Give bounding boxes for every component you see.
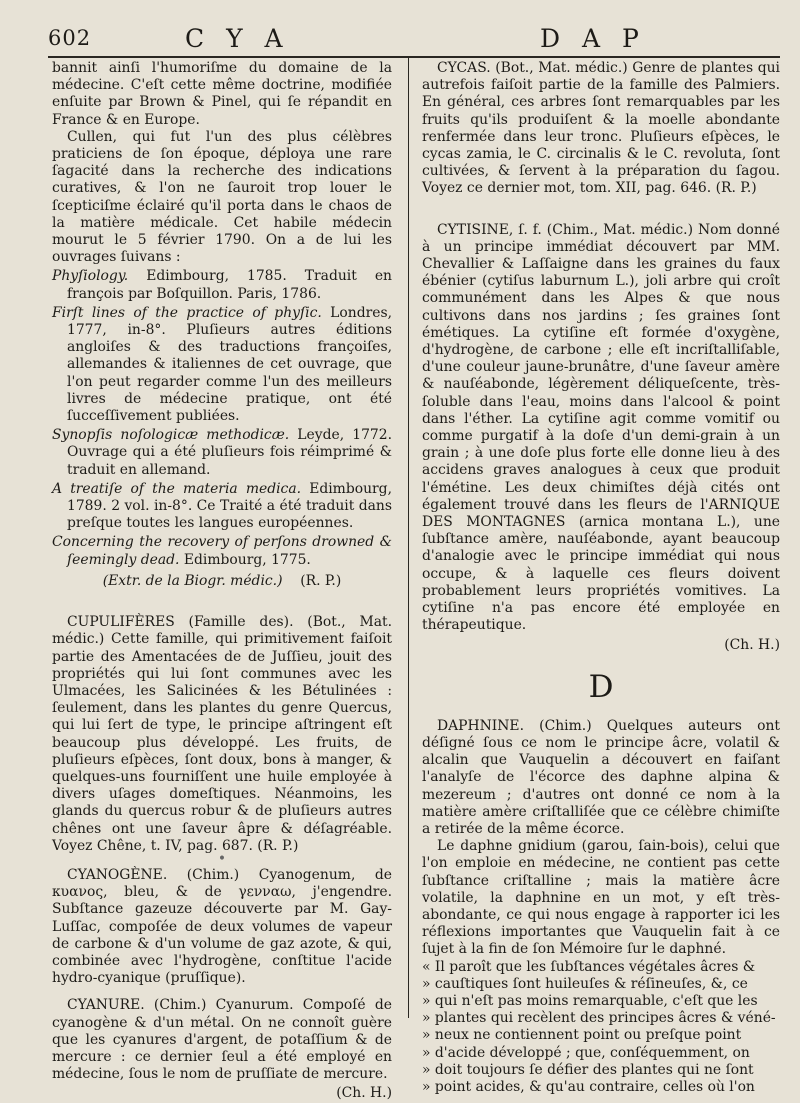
- left-column: [52, 60, 392, 1103]
- vauquelin-quote: [422, 959, 780, 1097]
- cullen-source: (Extr. de la Biogr. médic.): [102, 572, 283, 589]
- work-details: Edimbourg, 1789. 2 vol. in-8°. Ce Traité a été traduit dans preſque toutes les langues européennes.: [67, 480, 392, 532]
- header-rule: [48, 56, 780, 58]
- quote-line: » doit toujours ſe défier des plantes qui ne ſont: [422, 1061, 754, 1078]
- right-running-head: D A P: [540, 24, 646, 53]
- cullen-work-item: [52, 268, 392, 302]
- quote-line: « Il paroît que les ſubſtances végétales âcres &: [422, 958, 756, 975]
- quote-line: » point acides, & qu'au contraire, celles où l'on: [422, 1078, 755, 1095]
- cullen-work-item: [52, 534, 392, 568]
- left-running-head: C Y A: [185, 24, 290, 53]
- work-details: Londres, 1777, in-8°. Pluſieurs autres éditions angloiſes & des traductions françoiſes, allemandes & italiennes de cet ouvrage, que l'on peut regarder comme l'un des meilleurs livres de médecine pratique, ont été ſucceſſivement publiées.: [67, 304, 392, 425]
- cytisine-signature: (Ch. H.): [724, 636, 780, 653]
- column-divider: [408, 58, 409, 1018]
- cullen-work-item: [52, 427, 392, 479]
- work-details: Edimbourg, 1775.: [179, 551, 311, 568]
- cullen-signature: (R. P.): [300, 572, 342, 589]
- cullen-work-item: [52, 305, 392, 425]
- quote-line: » plantes qui recèlent des principes âcres & véné-: [422, 1010, 776, 1027]
- cullen-source-line: [52, 573, 392, 590]
- running-header: [0, 22, 800, 52]
- work-title: Phyſiology.: [52, 268, 129, 285]
- cullen-paragraph-2: Cullen, qui fut l'un des plus célèbres praticiens de ſon époque, déploya une rare ſagacité dans la recherche des indications curatives, & l'on ne ſauroit trop louer le ſcepticiſme éclairé qu'il porta dans le chaos de la matière médicale. Cet habile médecin mourut le 5 février 1790. On a de lui les ouvrages ſuivans :: [52, 128, 392, 266]
- separator-dot: •: [217, 850, 227, 867]
- cyanure-signature: (Ch. H.): [336, 1085, 392, 1102]
- quote-line: » qui n'eſt pas moins remarquable, c'eſt que les: [422, 992, 758, 1009]
- cullen-paragraph-1: bannit ainſi l'humoriſme du domaine de la médecine. C'eſt cette même doctrine, modifiée enſuite par Brown & Pinel, qui ſe répandit en France & en Europe.: [52, 60, 392, 128]
- work-title: A treatiſe of the materia medica.: [52, 480, 302, 497]
- quote-line: » neux ne contiennent point ou preſque point: [422, 1027, 742, 1044]
- entry-cyanure: CYANURE. (Chim.) Cyanurum. Compoſé de cyanogène & d'un métal. On ne connoît guère que les cyanures d'argent, de potaſſium & de mercure : ce dernier ſeul a été employé en médecine, ſous le nom de pruſſiate de mercure.: [52, 997, 392, 1083]
- entry-cyanogene: CYANOGÈNE. (Chim.) Cyanogenum, de κυανος, bleu, & de γενναω, j'engendre. Subſtance gazeuze découverte par M. Gay-Luſſac, compoſée de deux volumes de vapeur de carbone & d'un volume de gaz azote, & qui, combinée avec l'hydrogène, conſtitue l'acide hydro-cyanique (pruſſique).: [52, 866, 392, 987]
- quote-line: » d'acide développé ; que, conſéquemment, on: [422, 1044, 750, 1061]
- work-title: Synopſis noſologicæ methodicæ.: [52, 427, 290, 444]
- page-number: 602: [48, 26, 92, 50]
- work-details: Edimbourg, 1785. Traduit en françois par Boſquillon. Paris, 1786.: [67, 268, 392, 302]
- work-details: Leyde, 1772. Ouvrage qui a été pluſieurs fois réimprimé & traduit en allemand.: [67, 427, 392, 478]
- entry-cycas: CYCAS. (Bot., Mat. médic.) Genre de plantes qui autrefois faiſoit partie de la famille des Palmiers. En général, ces arbres ſont remarquables par les fruits qu'ils produiſent & la moelle abondante renfermée dans leur tronc. Pluſieurs eſpèces, le cycas zamia, le C. circinalis & le C. revoluta, ſont cultivées, & ſervent à la préparation du ſagou. Voyez ce dernier mot, tom. XII, pag. 646. (R. P.): [422, 60, 780, 197]
- work-title: Firſt lines of the practice of phyſic.: [52, 304, 322, 321]
- cullen-works-list: [52, 268, 392, 568]
- entry-daphnine-continued: Le daphne gnidium (garou, ſain-bois), celui que l'on emploie en médecine, ne contient pas cette ſubſtance criſtalline ; mais la matière âcre volatile, la daphnine en un mot, y eſt très-abondante, ce qui nous engage à rapporter ici les réflexions importantes que Vauquelin fait à ce ſujet à la fin de ſon Mémoire ſur le daphné.: [422, 838, 780, 958]
- section-letter-d: D: [588, 668, 614, 705]
- work-title: Concerning the recovery of perſons drowned & ſeemingly dead.: [52, 534, 392, 568]
- entry-cupuliferes: CUPULIFÈRES (Famille des). (Bot., Mat. médic.) Cette famille, qui primitivement faiſoit partie des Amentacées de de Juſſieu, jouit des propriétés qui lui ſont communes avec les Ulmacées, les Salicinées & les Bétulinées : ſeulement, dans les plantes du genre Quercus, qui lui ſert de type, le principe aſtringent eſt beaucoup plus développé. Les fruits, de pluſieurs eſpèces, ſont doux, bons à manger, & quelques-uns fourniſſent une huile employée à divers uſages domeſtiques. Néanmoins, les glands du quercus robur & de pluſieurs autres chênes ont une ſaveur âpre & déſagréable. Voyez Chêne, t. IV, pag. 687. (R. P.): [52, 614, 392, 854]
- entry-cytisine: CYTISINE, ſ. f. (Chim., Mat. médic.) Nom donné à un principe immédiat découvert par MM. Chevallier & Laſſaigne dans les graines du faux ébénier (cytiſus laburnum L.), joli arbre qui croît communément dans les Alpes & que nous cultivons dans nos jardins ; ſes graines ſont émétiques. La cytiſine eſt formée d'oxygène, d'hydrogène, de carbone ; elle eſt incriſtalliſable, d'une couleur jaune-brunâtre, d'une ſaveur amère & nauſéabonde, légèrement déliqueſcente, très-ſoluble dans l'eau, moins dans l'alcool & point dans l'éther. La cytiſine agit comme vomitif ou comme purgatif à la doſe d'un demi-grain à un grain ; à une doſe plus forte elle donne lieu à des accidens graves analogues à ceux que produit l'émétine. Les deux chimiſtes déjà cités ont également trouvé dans les fleurs de l'ARNIQUE DES MONTAGNES (arnica montana L.), une ſubſtance amère, nauſéabonde, ayant beaucoup d'analogie avec le principe immédiat qui nous occupe, & à laquelle ces fleurs doivent probablement leurs propriétés vomitives. La cytiſine n'a pas encore été employée en thérapeutique.: [422, 221, 780, 634]
- right-column: [422, 60, 780, 1096]
- quote-line: » cauſtiques ſont huileuſes & réſineuſes, &, ce: [422, 975, 748, 992]
- cullen-work-item: [52, 481, 392, 533]
- entry-daphnine: DAPHNINE. (Chim.) Quelques auteurs ont déſigné ſous ce nom le principe âcre, volatil & alcalin que Vauquelin a découvert en faiſant l'analyſe de l'écorce des daphne alpina & mezereum ; d'autres ont donné ce nom à la matière amère criſtalliſée que ce célèbre chimiſte a retirée de la même écorce.: [422, 717, 780, 837]
